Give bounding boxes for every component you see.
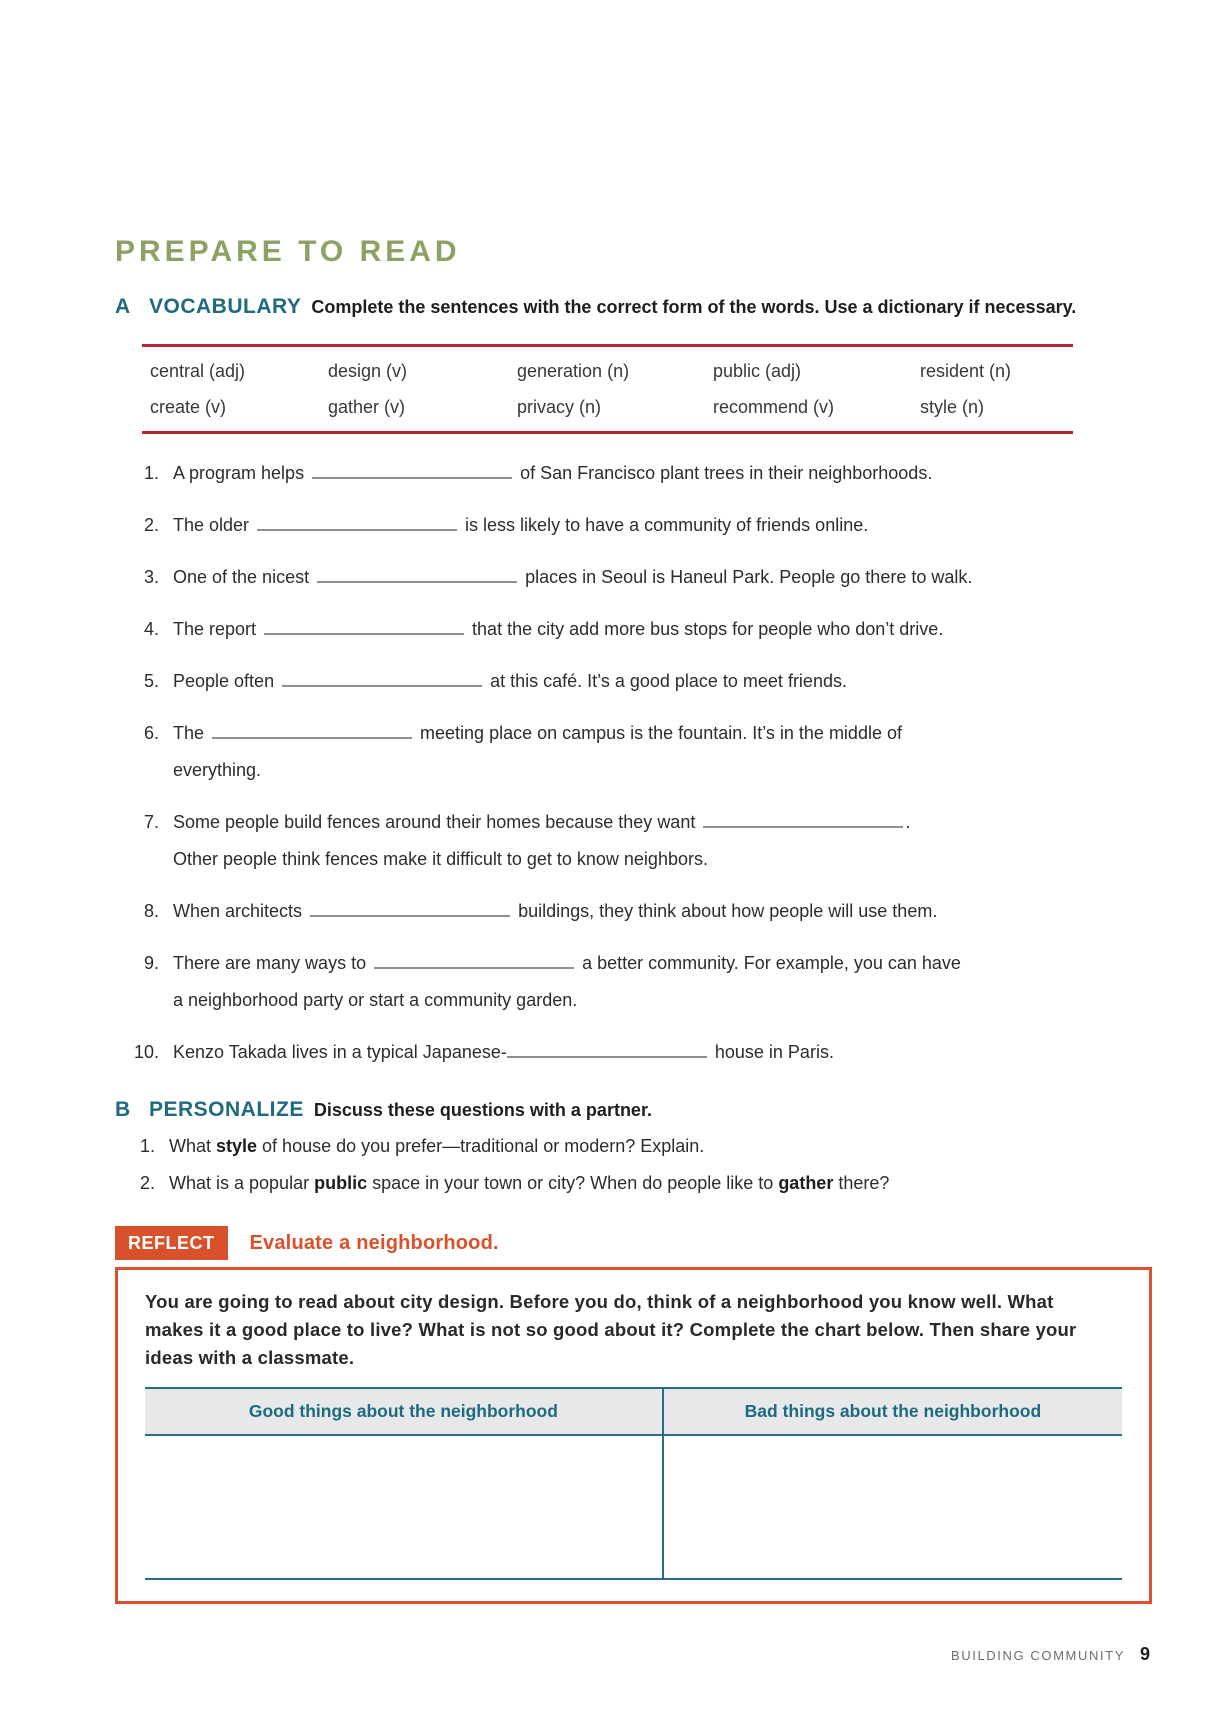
vocab-item-8 xyxy=(115,899,1093,924)
vocab-item-6 xyxy=(115,721,1093,783)
reflect-header xyxy=(115,1226,1152,1260)
personalize-question-2 xyxy=(115,1171,1093,1196)
sentence xyxy=(173,669,1093,694)
sentence-text: a neighborhood party or start a community garden. xyxy=(173,990,578,1010)
word-bank-entry: public (adj) xyxy=(713,361,802,381)
reflect-instructions: You are going to read about city design. Before you do, think of a neighborhood you know well. What makes it a good place to live? What is not so good about it? Complete the chart below. Then share your ideas with a classmate. xyxy=(145,1291,1077,1368)
word-bank-entry: generation (n) xyxy=(517,361,630,381)
word-bank-entry: design (v) xyxy=(328,361,408,381)
vocab-item-2 xyxy=(115,513,1093,538)
vocab-item-9 xyxy=(115,951,1093,1013)
item-number: 4. xyxy=(143,619,159,639)
word-bank-entry: resident (n) xyxy=(920,361,1012,381)
item-number: 2. xyxy=(143,515,159,535)
reflect-box xyxy=(115,1267,1152,1604)
word-bank-entry: gather (v) xyxy=(328,397,406,417)
sentence xyxy=(173,1040,1093,1065)
sentence-text: meeting place on campus is the fountain. It’s in the middle of xyxy=(420,723,902,743)
chart-body-row xyxy=(145,1435,1122,1579)
item-number: 8. xyxy=(143,901,159,921)
sentence-text: at this café. It’s a good place to meet friends. xyxy=(490,671,847,691)
sentence-text: There are many ways to xyxy=(173,953,367,973)
vocab-item-4 xyxy=(115,617,1093,642)
word-bank-entry: style (n) xyxy=(920,397,985,417)
item-number: 1. xyxy=(139,1136,155,1156)
answer-blank[interactable] xyxy=(507,1044,707,1058)
item-number: 9. xyxy=(143,953,159,973)
sentence-text: The report xyxy=(173,619,257,639)
question-text xyxy=(169,1171,1093,1196)
section-b-letter: B xyxy=(115,1098,131,1121)
section-b-heading xyxy=(115,1095,1093,1125)
vocab-item-5 xyxy=(115,669,1093,694)
item-number: 5. xyxy=(143,671,159,691)
section-a-heading xyxy=(115,292,1093,322)
reflect-title: Evaluate a neighborhood. xyxy=(249,1231,499,1254)
sentence-text: of San Francisco plant trees in their neighborhoods. xyxy=(520,463,933,483)
chart-cell-bad[interactable] xyxy=(663,1435,1122,1579)
page-title: PREPARE TO READ xyxy=(115,235,461,268)
footer-unit-title: BUILDING COMMUNITY xyxy=(951,1648,1125,1663)
word-bank-entry: privacy (n) xyxy=(517,397,602,417)
chart-cell-good[interactable] xyxy=(145,1435,663,1579)
page-content xyxy=(115,237,1093,1604)
section-b-instructions: Discuss these questions with a partner. xyxy=(313,1100,652,1120)
answer-blank[interactable] xyxy=(282,673,482,687)
sentence xyxy=(173,721,1093,783)
sentence-text: Other people think fences make it difficult to get to know neighbors. xyxy=(173,849,708,869)
item-number: 2. xyxy=(139,1173,155,1193)
chart-header-row xyxy=(145,1388,1122,1435)
personalize-question-1 xyxy=(115,1134,1093,1159)
footer-page-number: 9 xyxy=(1139,1644,1150,1664)
sentence xyxy=(173,810,1093,872)
chart-header-bad: Bad things about the neighborhood xyxy=(663,1388,1122,1435)
question-segment: there? xyxy=(833,1173,890,1193)
vocab-item-10 xyxy=(115,1040,1093,1065)
reflect-section xyxy=(115,1226,1152,1604)
sentence xyxy=(173,461,1093,486)
sentence-text: places in Seoul is Haneul Park. People go there to walk. xyxy=(525,567,973,587)
word-bank-entry: create (v) xyxy=(150,397,227,417)
personalize-question-list xyxy=(115,1134,1093,1196)
question-keyword: style xyxy=(216,1136,258,1156)
question-segment: space in your town or city? When do people like to xyxy=(367,1173,779,1193)
chart-header-good: Good things about the neighborhood xyxy=(145,1388,663,1435)
question-segment: of house do you prefer—traditional or modern? Explain. xyxy=(257,1136,705,1156)
section-b-label: PERSONALIZE xyxy=(149,1098,304,1121)
section-b xyxy=(115,1095,1093,1196)
word-bank xyxy=(142,344,1073,434)
reflect-badge: REFLECT xyxy=(115,1226,228,1260)
section-a-label: VOCABULARY xyxy=(149,295,302,318)
item-number: 7. xyxy=(143,812,159,832)
sentence-text: Kenzo Takada lives in a typical Japanese- xyxy=(173,1042,507,1062)
sentence-text: everything. xyxy=(173,760,262,780)
sentence-text: house in Paris. xyxy=(714,1042,834,1062)
answer-blank[interactable] xyxy=(317,569,517,583)
sentence-text: Some people build fences around their homes because they want xyxy=(173,812,696,832)
sentence-text: People often xyxy=(173,671,275,691)
sentence xyxy=(173,513,1093,538)
sentence-text: The xyxy=(173,723,205,743)
sentence xyxy=(173,951,1093,1013)
answer-blank[interactable] xyxy=(703,814,903,828)
answer-blank[interactable] xyxy=(310,903,510,917)
answer-blank[interactable] xyxy=(264,621,464,635)
sentence-text: The older xyxy=(173,515,250,535)
answer-blank[interactable] xyxy=(312,465,512,479)
answer-blank[interactable] xyxy=(257,517,457,531)
question-segment: What xyxy=(169,1136,217,1156)
word-bank-entry: recommend (v) xyxy=(713,397,835,417)
item-number: 6. xyxy=(143,723,159,743)
answer-blank[interactable] xyxy=(374,955,574,969)
sentence-text: When architects xyxy=(173,901,303,921)
question-keyword: gather xyxy=(778,1173,834,1193)
vocab-item-7 xyxy=(115,810,1093,872)
sentence xyxy=(173,899,1093,924)
sentence-text: that the city add more bus stops for people who don’t drive. xyxy=(472,619,944,639)
sentence-text: is less likely to have a community of friends online. xyxy=(465,515,869,535)
item-number: 1. xyxy=(143,463,159,483)
question-segment: What is a popular xyxy=(169,1173,315,1193)
page-footer xyxy=(951,1644,1150,1665)
section-a-letter: A xyxy=(115,295,131,318)
sentence-text: . xyxy=(905,812,911,832)
sentence xyxy=(173,617,1093,642)
item-number: 3. xyxy=(143,567,159,587)
vocab-item-1 xyxy=(115,461,1093,486)
question-text xyxy=(169,1134,1093,1159)
neighborhood-chart xyxy=(145,1387,1122,1580)
word-bank-entry: central (adj) xyxy=(150,361,246,381)
sentence-text: One of the nicest xyxy=(173,567,310,587)
question-keyword: public xyxy=(314,1173,368,1193)
answer-blank[interactable] xyxy=(212,725,412,739)
section-a-instructions: Complete the sentences with the correct form of the words. Use a dictionary if necessary. xyxy=(311,297,1077,317)
vocab-item-3 xyxy=(115,565,1093,590)
sentence xyxy=(173,565,1093,590)
sentence-text: buildings, they think about how people will use them. xyxy=(518,901,938,921)
sentence-text: a better community. For example, you can have xyxy=(582,953,961,973)
item-number: 10. xyxy=(133,1042,159,1062)
sentence-text: A program helps xyxy=(173,463,305,483)
vocabulary-exercise-list xyxy=(115,461,1093,1065)
